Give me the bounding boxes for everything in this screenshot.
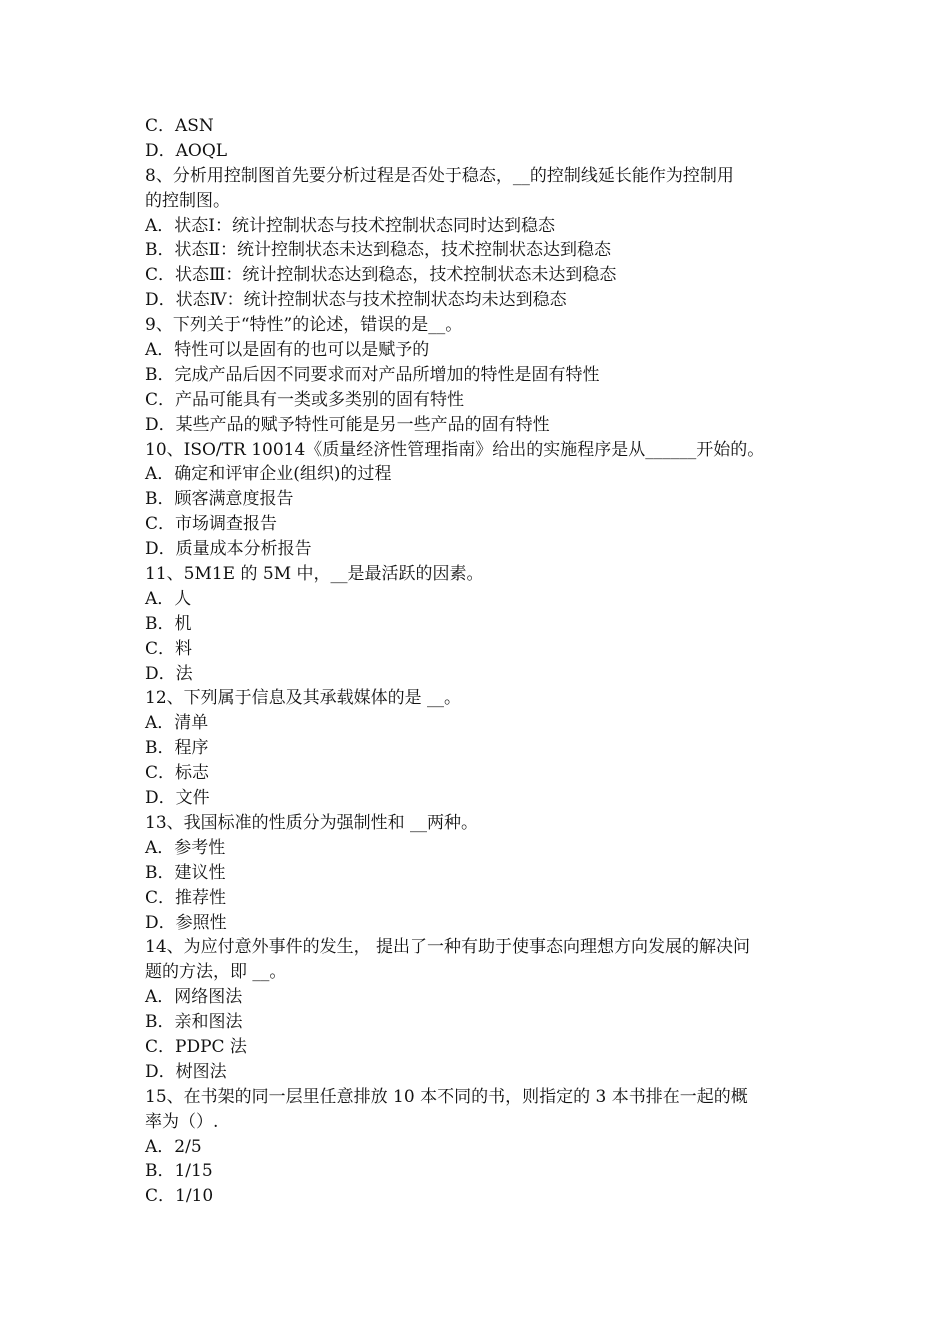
question-9-option-c: C．产品可能具有一类或多类别的固有特性	[145, 389, 465, 410]
question-13-option-a: A．参考性	[145, 837, 226, 858]
question-11-text: 11、5M1E 的 5M 中，__是最活跃的因素。	[145, 564, 484, 585]
question-11-option-c: C．料	[145, 638, 193, 659]
question-13-text: 13、我国标准的性质分为强制性和 __两种。	[145, 812, 479, 833]
question-14-option-a: A．网络图法	[145, 987, 243, 1008]
question-8-option-b: B．状态Ⅱ：统计控制状态未达到稳态，技术控制状态达到稳态	[145, 240, 612, 261]
question-11-option-b: B．机	[145, 613, 192, 634]
question-10-option-d: D．质量成本分析报告	[145, 539, 312, 560]
question-8-option-a: A．状态Ⅰ：统计控制状态与技术控制状态同时达到稳态	[145, 215, 555, 236]
question-8-option-c: C．状态Ⅲ：统计控制状态达到稳态，技术控制状态未达到稳态	[145, 265, 617, 286]
question-11-option-d: D．法	[145, 663, 193, 684]
question-13-option-c: C．推荐性	[145, 887, 227, 908]
question-10-option-a: A．确定和评审企业(组织)的过程	[145, 464, 392, 485]
question-8-line-1: 8、分析用控制图首先要分析过程是否处于稳态，__的控制线延长能作为控制用	[145, 165, 734, 186]
question-12-option-d: D．文件	[145, 788, 210, 809]
question-15-option-c: C．1/10	[145, 1186, 214, 1207]
question-12-text: 12、下列属于信息及其承载媒体的是 __。	[145, 688, 462, 709]
question-15-option-a: A．2/5	[145, 1136, 202, 1157]
question-13-option-d: D．参照性	[145, 912, 227, 933]
question-15-line-1: 15、在书架的同一层里任意排放 10 本不同的书，则指定的 3 本书排在一起的概	[145, 1086, 748, 1107]
question-10-option-c: C．市场调查报告	[145, 514, 278, 535]
question-11-option-a: A．人	[145, 588, 192, 609]
question-15-option-b: B．1/15	[145, 1161, 213, 1182]
question-10-option-b: B．顾客满意度报告	[145, 489, 294, 510]
question-13-option-b: B．建议性	[145, 862, 226, 883]
question-12-option-b: B．程序	[145, 738, 209, 759]
question-14-option-b: B．亲和图法	[145, 1012, 243, 1033]
question-15-line-2: 率为（）.	[145, 1111, 219, 1132]
question-8-line-2: 的控制图。	[145, 190, 230, 211]
question-9-text: 9、下列关于“特性”的论述，错误的是__。	[145, 315, 463, 336]
question-14-option-d: D．树图法	[145, 1061, 227, 1082]
question-14-option-c: C．PDPC 法	[145, 1036, 247, 1057]
question-9-option-b: B．完成产品后因不同要求而对产品所增加的特性是固有特性	[145, 364, 600, 385]
question-12-option-a: A．清单	[145, 713, 209, 734]
question-10-text: 10、ISO/TR 10014《质量经济性管理指南》给出的实施程序是从______开始的。	[145, 439, 765, 460]
option-d-line: D．AOQL	[145, 140, 228, 161]
question-14-line-2: 题的方法，即 __。	[145, 962, 287, 983]
question-14-line-1: 14、为应付意外事件的发生， 提出了一种有助于使事态向理想方向发展的解决问	[145, 937, 751, 958]
question-8-option-d: D．状态Ⅳ：统计控制状态与技术控制状态均未达到稳态	[145, 290, 567, 311]
document-page	[145, 114, 815, 1209]
question-9-option-a: A．特性可以是固有的也可以是赋予的	[145, 340, 430, 361]
question-12-option-c: C．标志	[145, 763, 210, 784]
option-c-line: C．ASN	[145, 116, 214, 136]
question-9-option-d: D．某些产品的赋予特性可能是另一些产品的固有特性	[145, 414, 550, 435]
